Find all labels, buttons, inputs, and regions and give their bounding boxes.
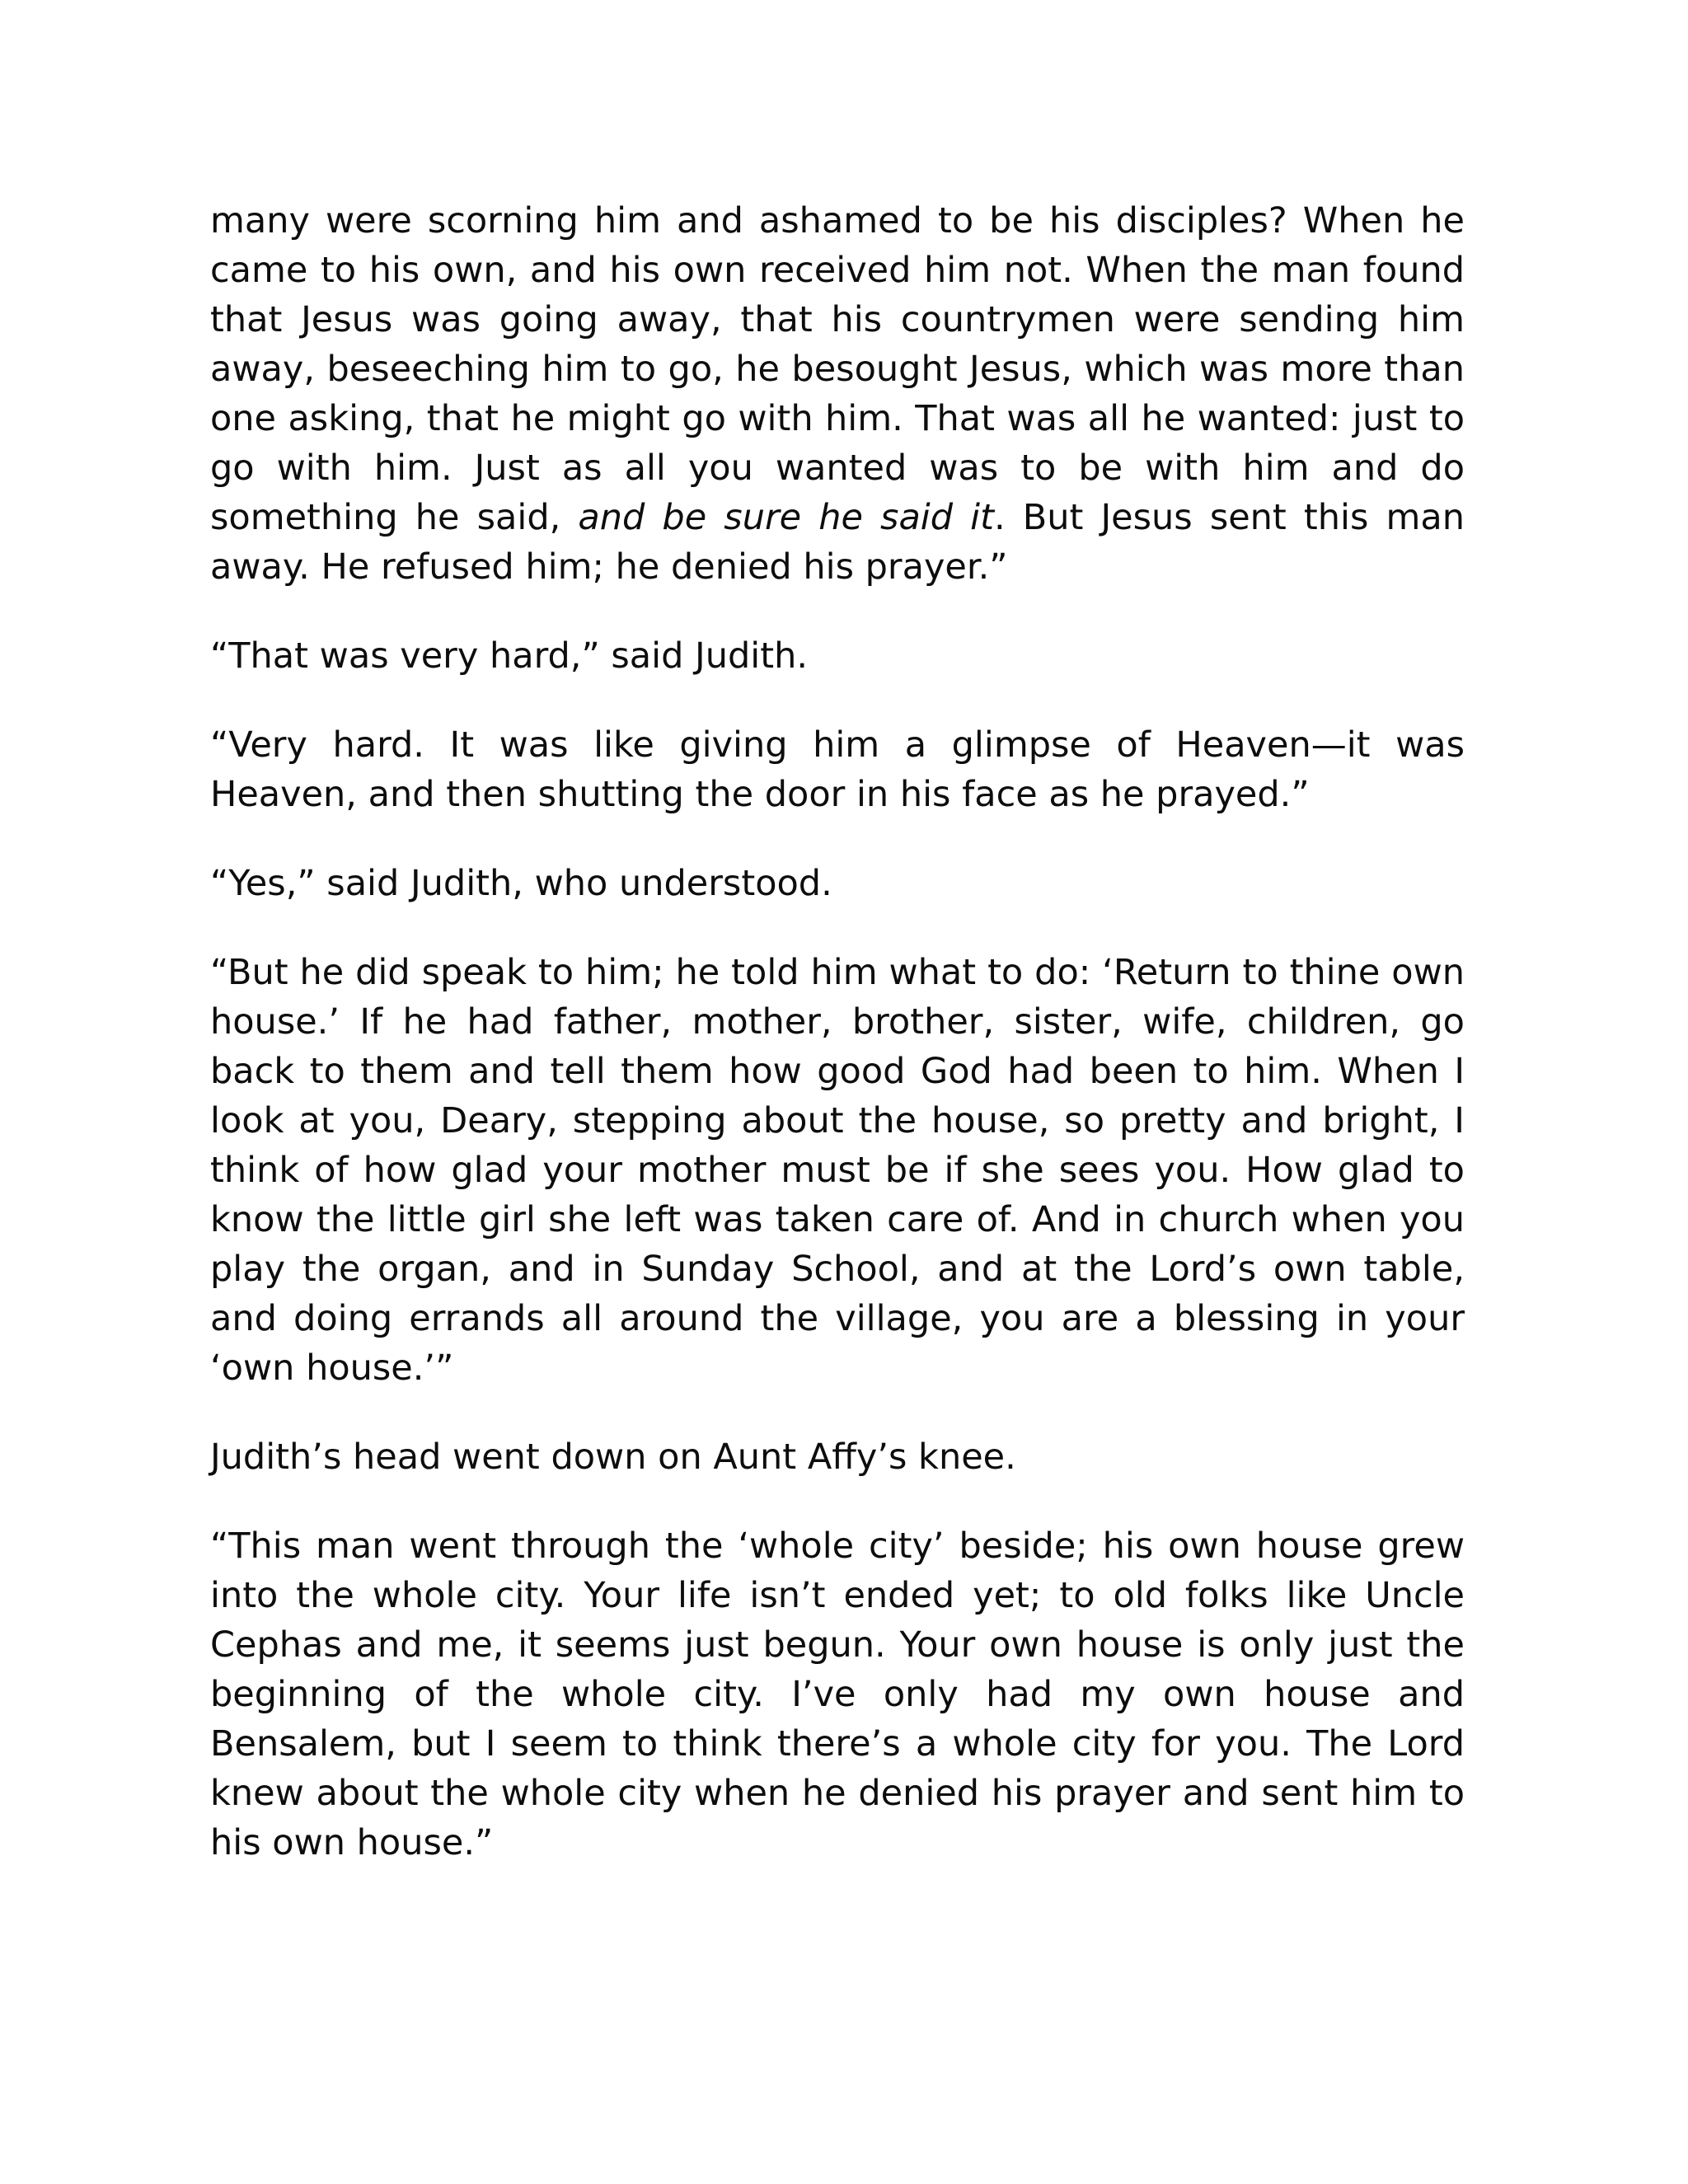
paragraph-6: Judith’s head went down on Aunt Affy’s knee.	[210, 1436, 1016, 1478]
paragraph-1-text-b: . But Jesus sent this man away. He refused him; he denied his prayer.”	[210, 497, 1465, 588]
paragraph-4: “Yes,” said Judith, who understood.	[210, 863, 832, 904]
paragraph-7: “This man went through the ‘whole city’ beside; his own house grew into the whole city. Your life isn’t ended yet; to old folks like Uncle Cephas and me, it seems just begun. Your own house is only just the beginning of the whole city. I’ve only had my own house and Bensalem, but I seem to think there’s a whole city for you. The Lord knew about the whole city when he denied his prayer and sent him to his own house.”	[210, 1526, 1465, 1863]
paragraph-1	[210, 196, 1465, 592]
page-body	[210, 196, 1465, 1868]
paragraph-2: “That was very hard,” said Judith.	[210, 635, 809, 677]
paragraph-1-italic: and be sure he said it	[578, 497, 994, 538]
paragraph-5: “But he did speak to him; he told him what to do: ‘Return to thine own house.’ If he had father, mother, brother, sister, wife, children, go back to them and tell them how good God had been to him. When I look at you, Deary, stepping about the house, so pretty and bright, I think of how glad your mother must be if she sees you. How glad to know the little girl she left was taken care of. And in church when you play the organ, and in Sunday School, and at the Lord’s own table, and doing errands all around the village, you are a blessing in your ‘own house.’”	[210, 952, 1465, 1389]
paragraph-1-text-a: many were scorning him and ashamed to be his disciples? When he came to his own, and his own received him not. When the man found that Jesus was going away, that his countrymen were sending him away, beseeching him to go, he besought Jesus, which was more than one asking, that he might go with him. That was all he wanted: just to go with him. Just as all you wanted was to be with him and do something he said,	[210, 200, 1465, 538]
paragraph-3: “Very hard. It was like giving him a glimpse of Heaven—it was Heaven, and then shutting the door in his face as he prayed.”	[210, 724, 1465, 815]
